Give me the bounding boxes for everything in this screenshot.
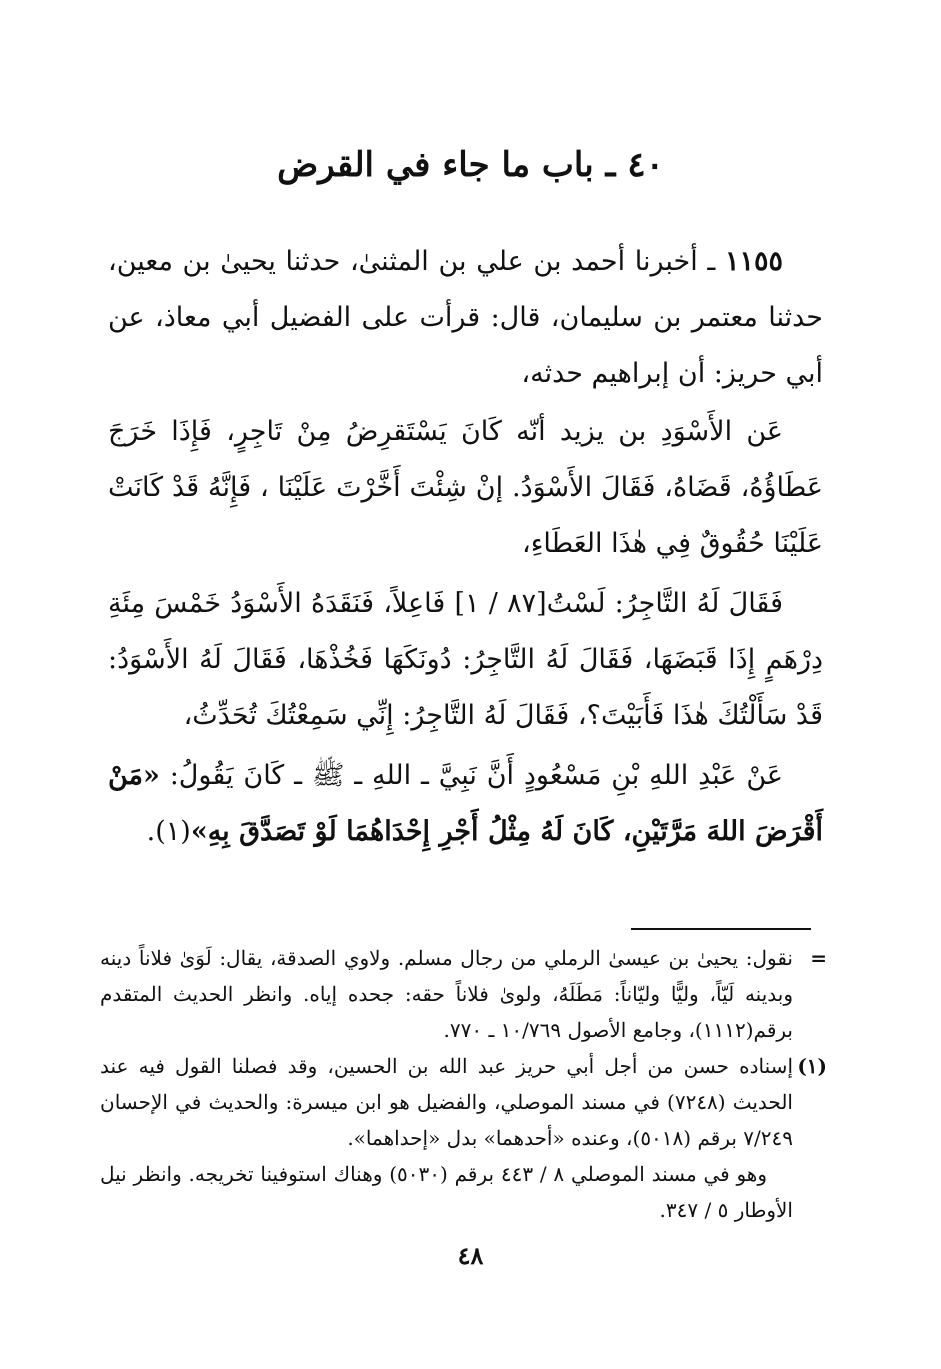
page-number: ٤٨ <box>457 1241 484 1270</box>
footnote-reference: (١). <box>146 816 191 847</box>
footnote-divider <box>631 928 811 930</box>
footnote-1 <box>100 1048 827 1156</box>
footnote-continuation <box>100 940 827 1048</box>
footnote-1-continuation: وهو في مسند الموصلي ٨ / ٤٤٣ برقم (٥٠٣٠) وهناك استوفينا تخريجه. وانظر نيل الأوطار ٥ / ٣٤٧. <box>100 1162 793 1222</box>
hadith-paragraph-2-text: عَن الأَسْوَدِ بن يزيد أنّه كَانَ يَسْتَقرِضُ مِنْ تَاجِرٍ، فَإِذَا خَرَجَ عَطَاؤُهُ، قَضَاهُ، فَقَالَ الأَسْوَدُ. إنْ شِئْتَ أَخَّرْتَ عَلَيْنَا ، فَإِنَّهُ قَدْ كَانَتْ عَلَيْنَا حُقُوقٌ فِي هٰذَا العَطَاءِ، <box>108 416 823 559</box>
footnote-continuation-text: نقول: يحيىٰ بن عيسىٰ الرملي من رجال مسلم. ولاوي الصدقة، يقال: لَوَىٰ فلاناً دينه وبدينه لَيّاً، وليًّا وليّاناً: مَطَلَهُ، ولوىٰ فلاناً حقه: جحده إياه. وانظر الحديث المتقدم برقم(١١١٢)، وجامع الأصول ١٠/٧٦٩ ـ ٧٧٠. <box>100 946 793 1042</box>
hadith-paragraph-3 <box>108 576 823 744</box>
hadith-isnad-paragraph <box>108 234 823 402</box>
footnotes-section <box>100 940 827 1228</box>
hadith-number: ١١٥٥ <box>724 246 783 277</box>
hadith-paragraph-2 <box>108 404 823 572</box>
footnote-1-text: إسناده حسن من أجل أبي حريز عبد الله بن الحسين، وقد فصلنا القول فيه عند الحديث (٧٢٤٨) في مسند الموصلي، والفضيل هو ابن ميسرة: والحديث في الإحسان ٧/٢٤٩ برقم (٥٠١٨)، وعنده «أحدهما» بدل «إحداهما». <box>100 1054 793 1150</box>
footnote-1-marker: (١) <box>797 1054 827 1078</box>
hadith-matn-text: «مَنْ أَقْرَضَ اللهَ مَرَّتَيْنِ، كَانَ لَهُ مِثْلُ أَجْرِ إِحْدَاهُمَا لَوْ تَصَدَّقَ بِهِ» <box>108 760 823 847</box>
hadith-isnad-text: ـ أخبرنا أحمد بن علي بن المثنىٰ، حدثنا يحيىٰ بن معين، حدثنا معتمر بن سليمان، قال: قرأت على الفضيل أبي معاذ، عن أبي حريز: أن إبراهيم حدثه، <box>108 246 823 389</box>
chapter-title: ٤٠ ـ باب ما جاء في القرض <box>277 145 664 185</box>
footnote-continuation-marker: = <box>810 946 827 970</box>
hadith-chain-text: عَنْ عَبْدِ اللهِ بْنِ مَسْعُودٍ أَنَّ نَبِيَّ ـ اللهِ ـ ﷺ ـ كَانَ يَقُولُ: <box>159 760 783 791</box>
hadith-paragraph-4 <box>108 748 823 860</box>
hadith-paragraph-3-text: فَقَالَ لَهُ التَّاجِرُ: لَسْتُ[٨٧ / ١] فَاعِلاً، فَنَقَدَهُ الأَسْوَدُ خَمْسَ مِئَةِ دِرْهَمٍ إِذَا قَبَضَهَا، فَقَالَ لَهُ التَّاجِرُ: دُونَكَهَا فَخُذْهَا، فَقَالَ لَهُ الأَسْوَدُ: قَدْ سَأَلْتُكَ هٰذَا فَأَبَيْتَ؟، فَقَالَ لَهُ التَّاجِرُ: إِنِّي سَمِعْتُكَ تُحَدِّثُ، <box>108 588 823 731</box>
